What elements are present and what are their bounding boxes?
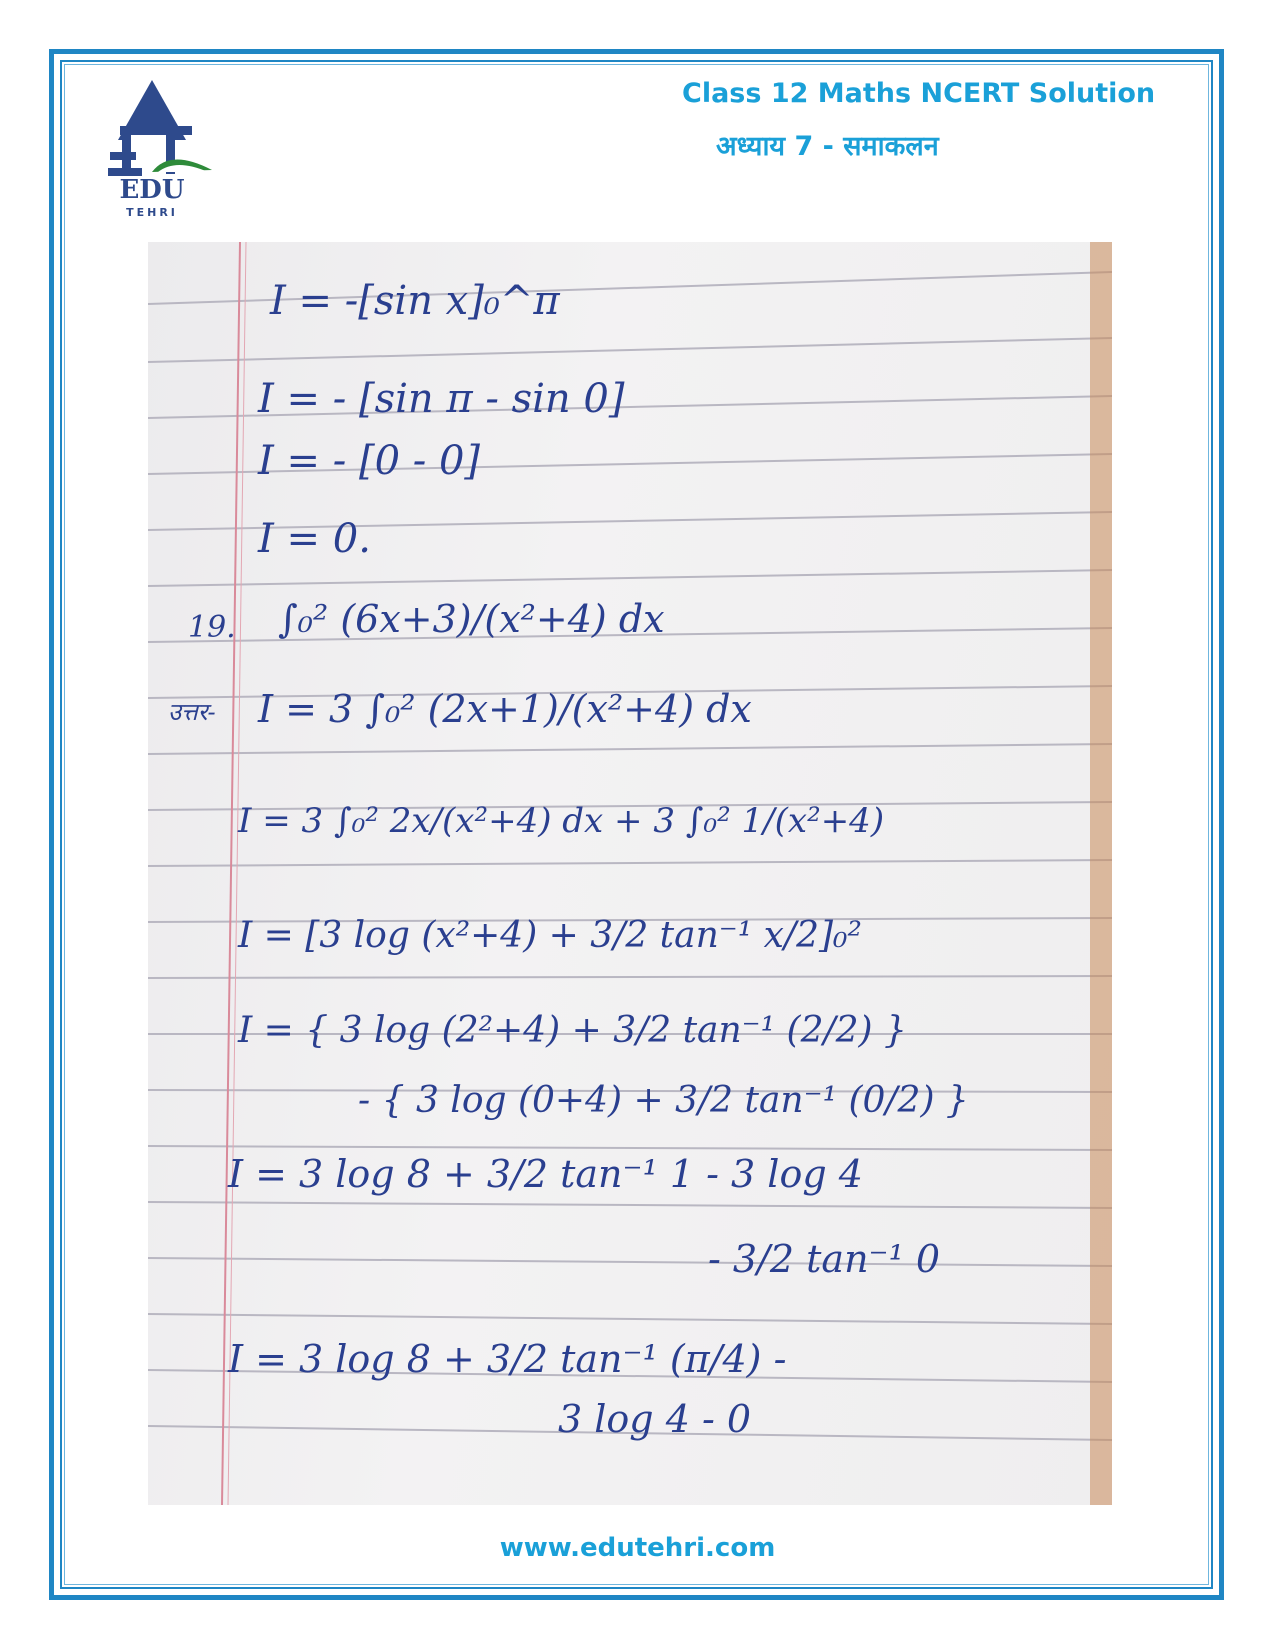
footer-url: www.edutehri.com <box>499 1533 776 1563</box>
solution-line: I = 3 log 8 + 3/2 tan⁻¹ (π/4) - <box>228 1337 787 1381</box>
solution-line: I = { 3 log (2²+4) + 3/2 tan⁻¹ (2/2) } <box>238 1010 907 1051</box>
question-integral: ∫₀² (6x+3)/(x²+4) dx <box>278 597 665 641</box>
solution-line: - { 3 log (0+4) + 3/2 tan⁻¹ (0/2) } <box>358 1080 969 1121</box>
logo-name: EDU <box>119 175 185 205</box>
solution-line: 3 log 4 - 0 <box>558 1397 752 1441</box>
solution-line: I = - [0 - 0] <box>258 438 481 484</box>
solution-line: - 3/2 tan⁻¹ 0 <box>708 1237 941 1281</box>
photo-edge <box>1090 242 1112 1505</box>
notebook-page <box>148 242 1112 1505</box>
question-number: 19. <box>188 610 236 645</box>
logo-subname: TEHRI <box>126 206 178 219</box>
header-title: Class 12 Maths NCERT Solution <box>682 78 1156 109</box>
solution-line: I = - [sin π - sin 0] <box>258 376 625 422</box>
edutehri-logo <box>100 78 220 223</box>
solution-line: I = -[sin x]₀^π <box>270 278 560 324</box>
solution-line: I = 3 ∫₀² 2x/(x²+4) dx + 3 ∫₀² 1/(x²+4) <box>238 801 885 841</box>
solution-line: I = 3 log 8 + 3/2 tan⁻¹ 1 - 3 log 4 <box>228 1152 863 1196</box>
header-chapter: अध्याय 7 - समाकलन <box>716 131 939 162</box>
solution-line: I = [3 log (x²+4) + 3/2 tan⁻¹ x/2]₀² <box>238 915 862 956</box>
answer-label: उत्तर- <box>168 698 216 726</box>
solution-line: I = 0. <box>258 516 371 562</box>
notebook-photo <box>148 242 1112 1505</box>
solution-line: I = 3 ∫₀² (2x+1)/(x²+4) dx <box>258 687 752 731</box>
